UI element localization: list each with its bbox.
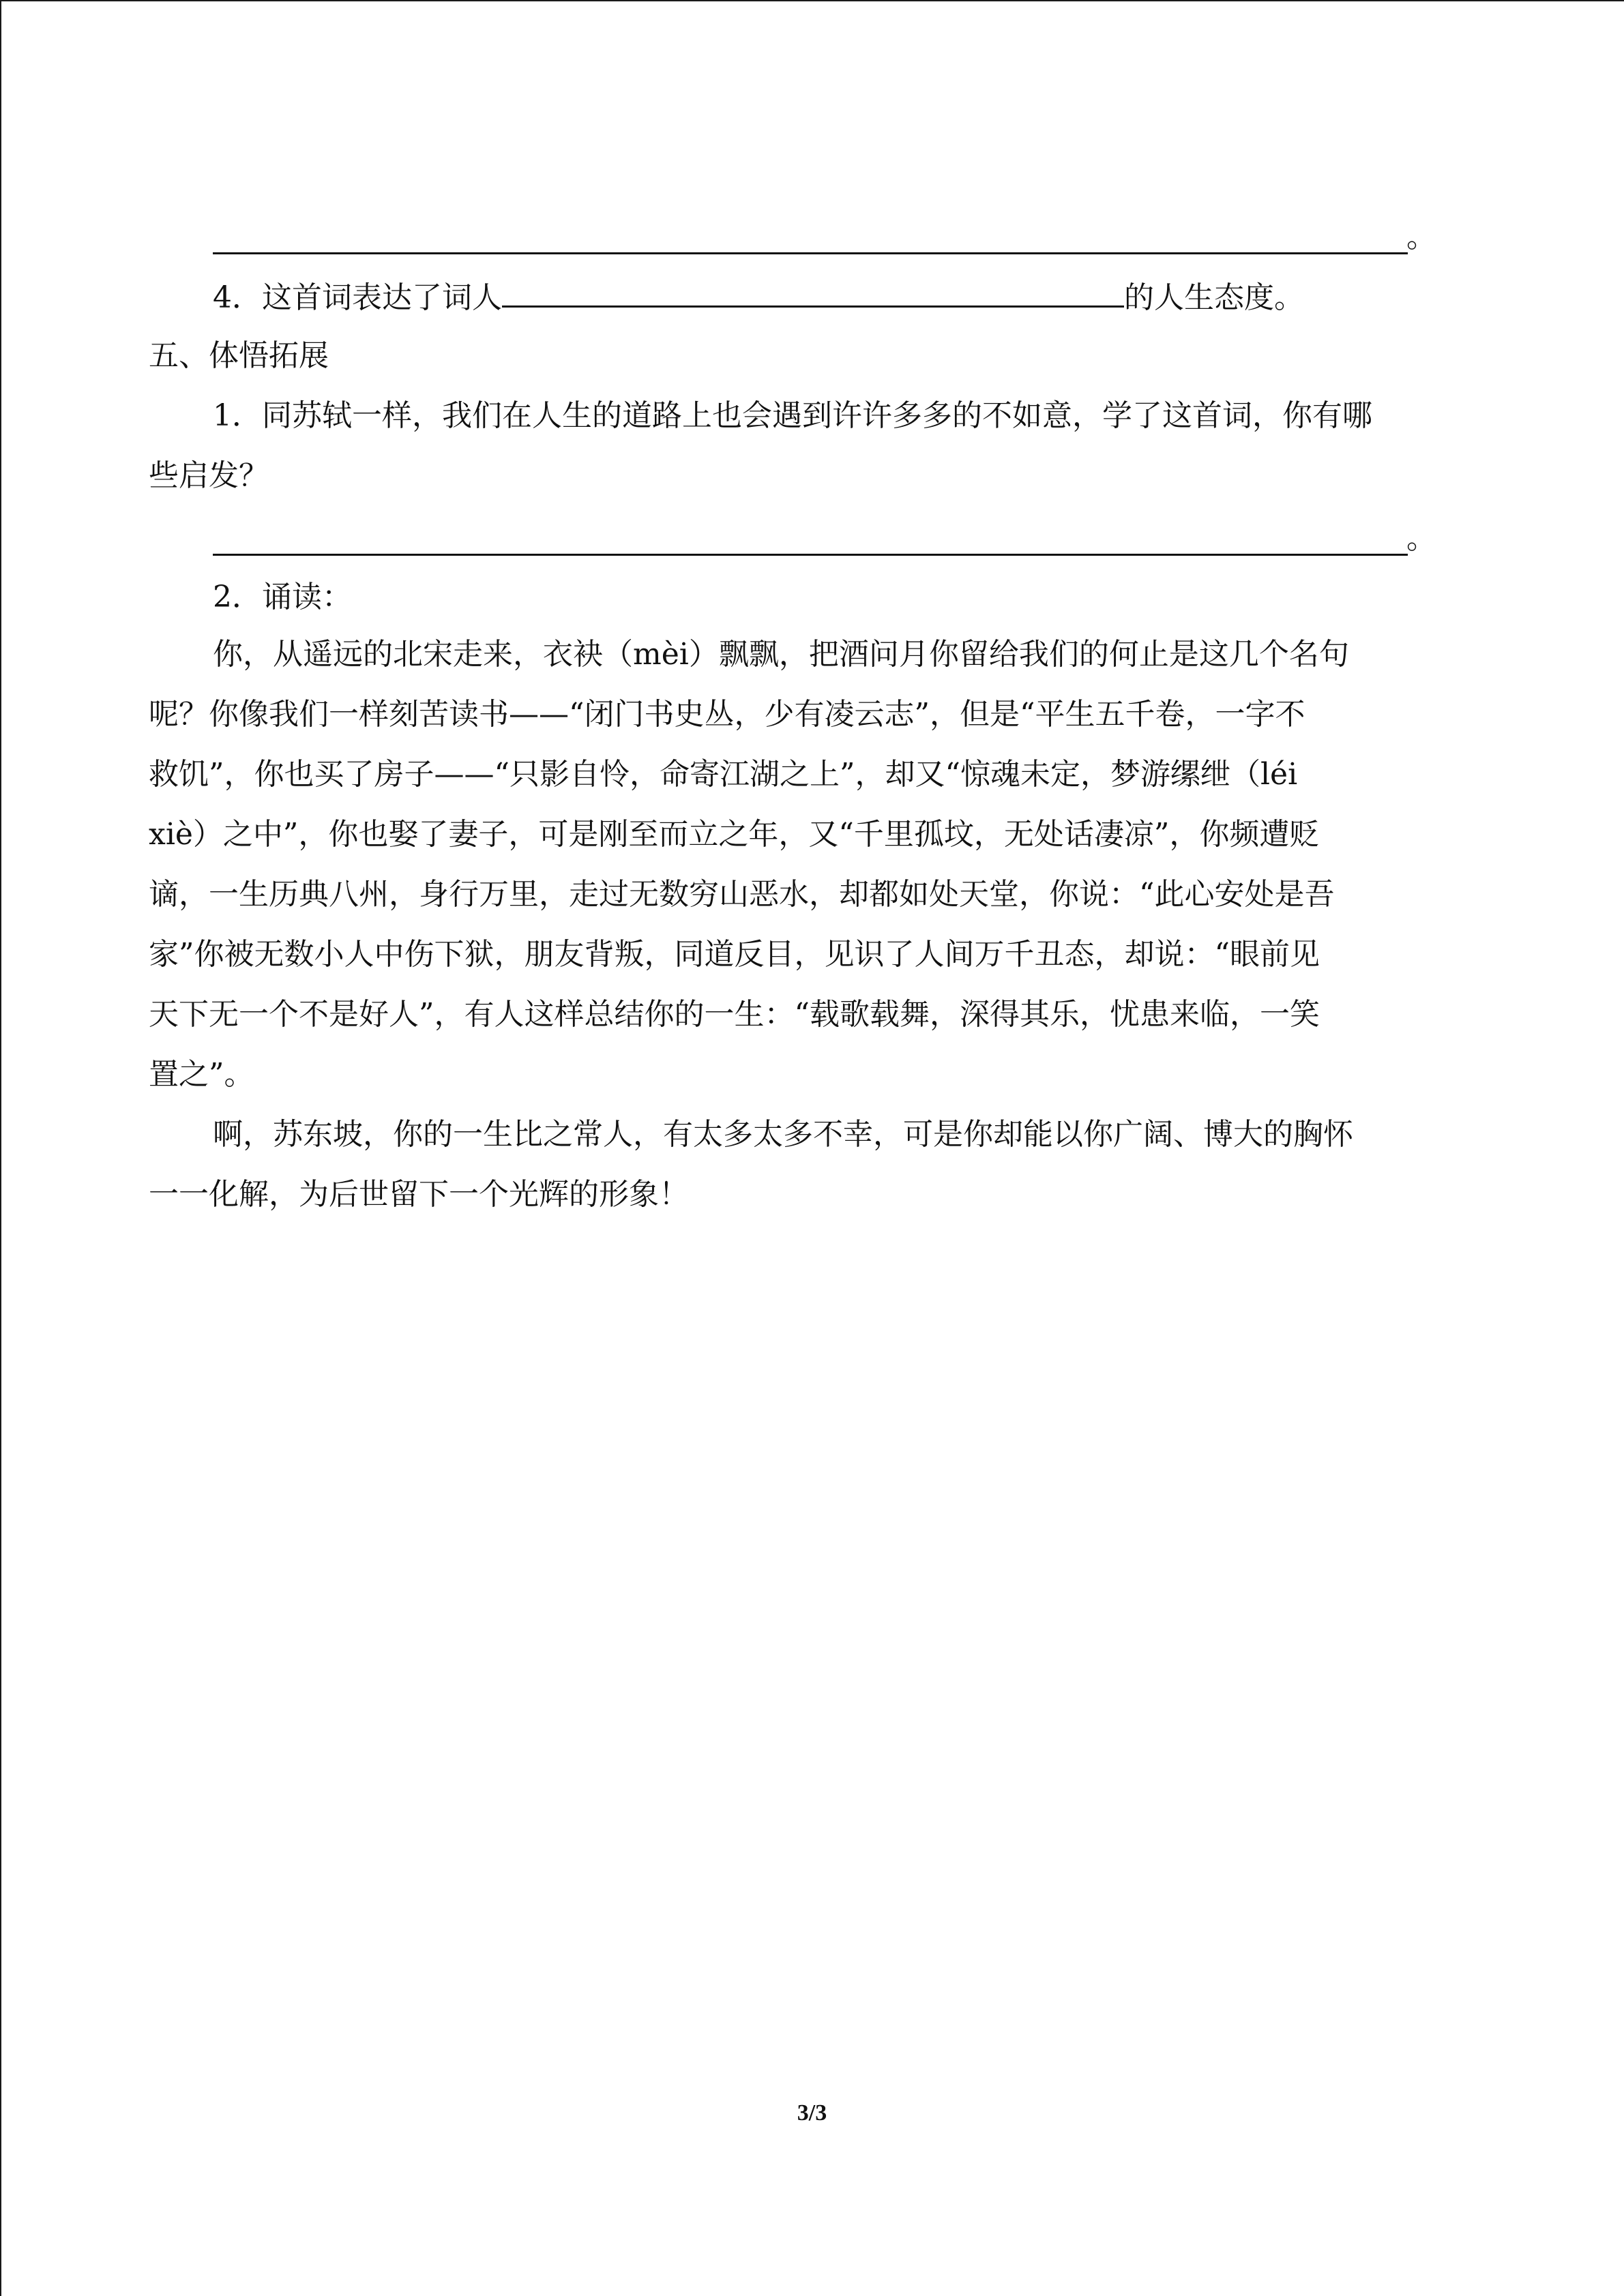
page-number: 3/3 (797, 2100, 827, 2126)
reading-paragraph-2-line: 一一化解，为后世留下一个光辉的形象！ (149, 1177, 689, 1212)
section-5-q1-line-2: 些启发？ (149, 458, 269, 493)
reading-paragraph-1-line: 天下无一个不是好人”，有人这样总结你的一生：“载歌载舞，深得其乐，忧患来临，一笑 (149, 997, 1320, 1032)
question-4-prefix: 4．这首词表达了词人 (213, 280, 502, 315)
reading-paragraph-1-line: 家”你被无数小人中伤下狱，朋友背叛，同道反目，见识了人间万千丑态，却说：“眼前见 (149, 937, 1320, 972)
question-4 (213, 275, 1304, 318)
question-4-suffix: 的人生态度。 (1124, 280, 1304, 315)
reading-paragraph-1-line: xiè）之中”，你也娶了妻子，可是刚至而立之年，又“千里孤坟，无处话凄凉”，你频遭贬 (149, 817, 1320, 852)
q1-answer-line[interactable] (213, 554, 1408, 556)
reading-paragraph-1-line: 置之”。 (149, 1057, 254, 1092)
section-5-q1-line-1: 1．同苏轼一样，我们在人生的道路上也会遇到许许多多的不如意，学了这首词，你有哪 (213, 398, 1372, 433)
reading-paragraph-2-line: 啊，苏东坡，你的一生比之常人，有太多太多不幸，可是你却能以你广阔、博大的胸怀 (213, 1117, 1353, 1152)
question-4-blank[interactable] (502, 275, 1124, 308)
q1-end-mark: 。 (1406, 521, 1436, 556)
reading-paragraph-1-line: 谪，一生历典八州，身行万里，走过无数穷山恶水，却都如处天堂，你说：“此心安处是吾 (149, 877, 1335, 912)
q3-end-mark: 。 (1406, 220, 1436, 254)
section-5-q2-label: 2．诵读： (213, 580, 352, 614)
reading-paragraph-1-line: 呢？你像我们一样刻苦读书——“闭门书史丛，少有凌云志”，但是“平生五千卷，一字不 (149, 697, 1305, 732)
q3-answer-line[interactable] (213, 252, 1408, 254)
reading-paragraph-1-line: 你，从遥远的北宋走来，衣袂（mèi）飘飘，把酒问月你留给我们的何止是这几个名句 (213, 637, 1349, 672)
reading-paragraph-1-line: 救饥”，你也买了房子——“只影自怜，命寄江湖之上”，却又“惊魂未定，梦游缧绁（léi (149, 757, 1298, 792)
section-5-title: 五、体悟拓展 (149, 338, 329, 373)
